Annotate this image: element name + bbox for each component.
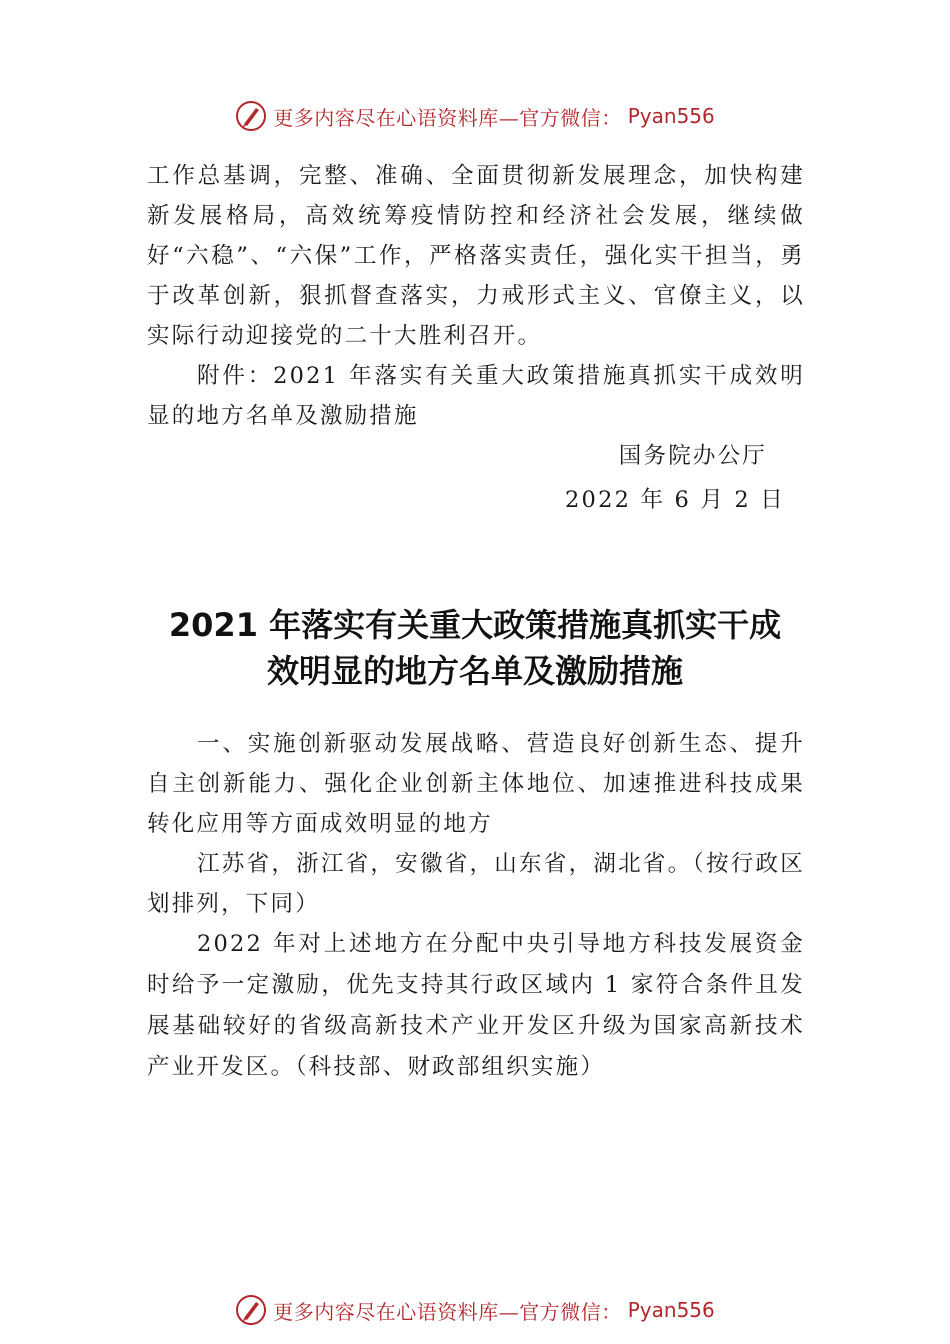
wechat-id: Pyan556 bbox=[627, 104, 715, 128]
header-banner bbox=[0, 96, 950, 136]
issue-date: 2022 年 6 月 2 日 bbox=[565, 487, 785, 513]
intro-paragraph: 工作总基调，完整、准确、全面贯彻新发展理念，加快构建新发展格局，高效统筹疫情防控和经济社会发展，继续做好“六稳”、“六保”工作，严格落实责任，强化实干担当，勇于改革创新，狠抓督查落实，力戒形式主义、官僚主义，以实际行动迎接党的二十大胜利召开。 bbox=[147, 163, 805, 349]
footer-banner bbox=[0, 1290, 950, 1330]
attachment-note: 附件：2021 年落实有关重大政策措施真抓实干成效明显的地方名单及激励措施 bbox=[147, 363, 805, 429]
document-title-line1: 2021 年落实有关重大政策措施真抓实干成 bbox=[168, 606, 782, 644]
wechat-id: Pyan556 bbox=[627, 1298, 715, 1322]
pen-logo-icon bbox=[235, 1294, 267, 1326]
section-1 bbox=[147, 724, 805, 1088]
document-title bbox=[110, 602, 840, 694]
section-1-places: 江苏省，浙江省，安徽省，山东省，湖北省。（按行政区划排列，下同） bbox=[147, 851, 805, 917]
section-1-heading: 一、实施创新驱动发展战略、营造良好创新生态、提升自主创新能力、强化企业创新主体地位、加速推进科技成果转化应用等方面成效明显的地方 bbox=[147, 731, 805, 837]
intro-section bbox=[147, 156, 805, 520]
signer: 国务院办公厅 bbox=[618, 443, 767, 469]
banner-text: 更多内容尽在心语资料库—官方微信： bbox=[273, 105, 622, 130]
banner-text: 更多内容尽在心语资料库—官方微信： bbox=[273, 1299, 622, 1324]
pen-logo-icon bbox=[235, 100, 267, 132]
document-title-line2: 效明显的地方名单及激励措施 bbox=[266, 652, 683, 690]
section-1-incentive: 2022 年对上述地方在分配中央引导地方科技发展资金时给予一定激励，优先支持其行政区域内 1 家符合条件且发展基础较好的省级高新技术产业开发区升级为国家高新技术产业开发区。（科技部、财政部组织实施） bbox=[147, 931, 805, 1080]
